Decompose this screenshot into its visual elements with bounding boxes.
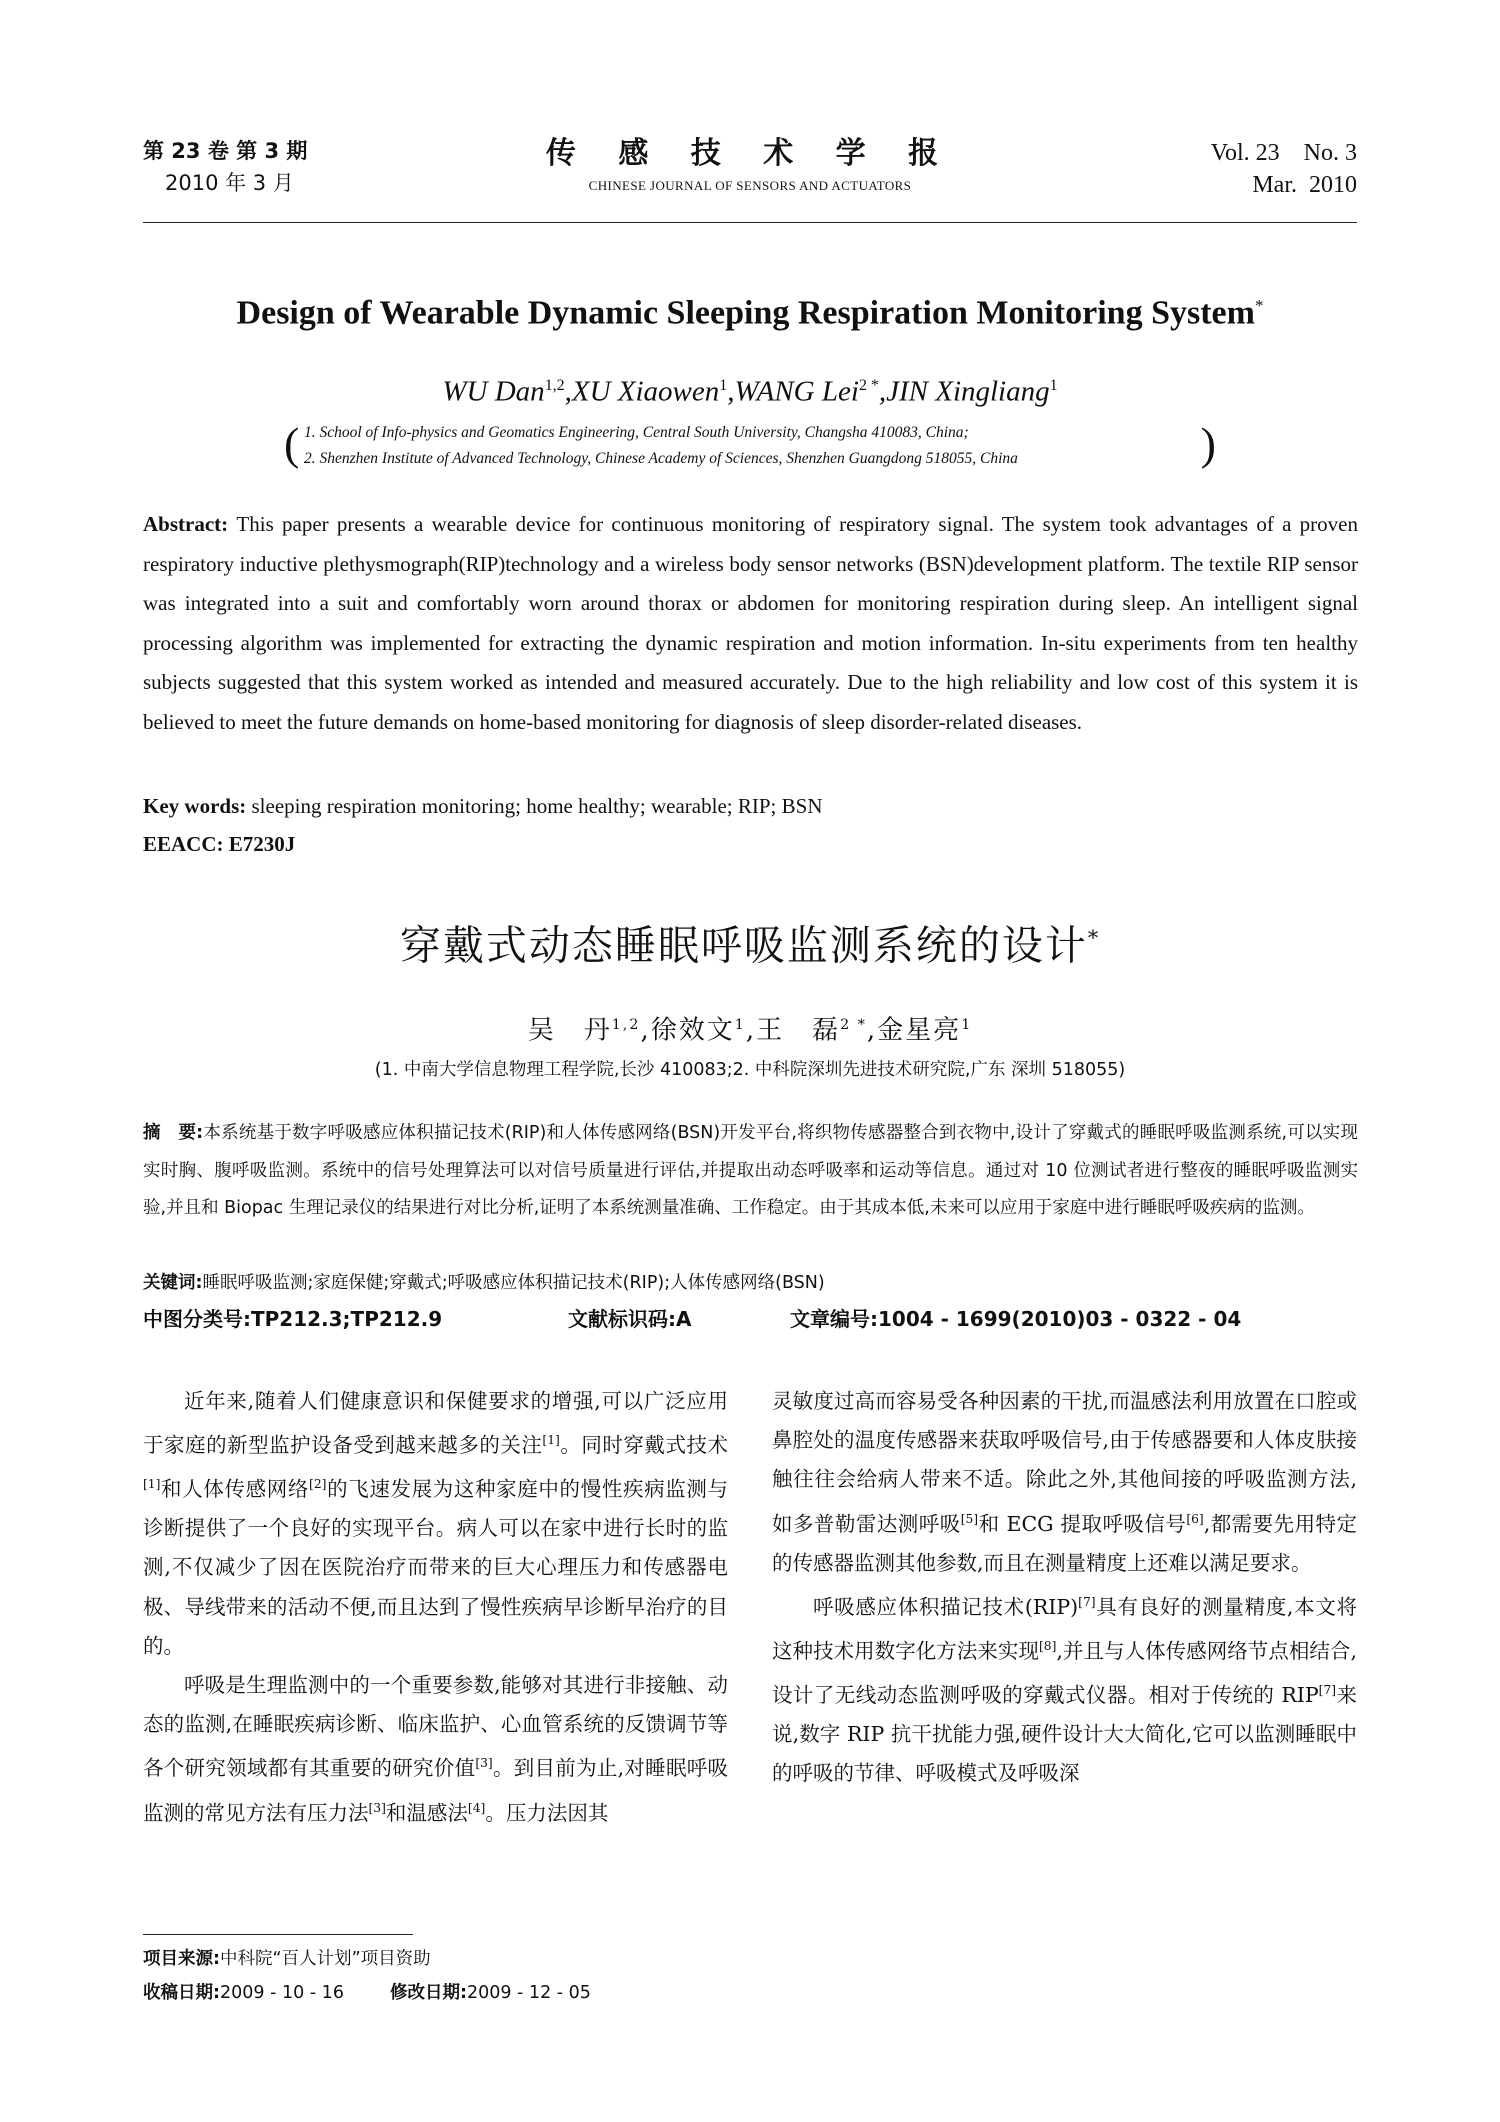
body-column-left xyxy=(143,1382,728,1833)
citation: [3] xyxy=(475,1756,493,1771)
english-title-mark: * xyxy=(1254,296,1264,315)
project-text: 中科院“百人计划”项目资助 xyxy=(220,1949,431,1969)
citation: [8] xyxy=(1038,1638,1057,1653)
abstract-text: This paper presents a wearable device for continuous monitoring of respiratory signal. The system took advantages of a proven respiratory inductive plethysmograph(RIP)technology and a wireless body sensor networks (BSN)development platform. The textile RIP sensor was integrated into a suit and comfortably worn around thorax or abdomen for monitoring respiration during sleep. An intelligent signal processing algorithm was implemented for extracting the dynamic respiration and motion information. In-situ experiments from ten healthy subjects suggested that this system worked as intended and measured accurately. Due to the high reliability and low cost of this system it is believed to meet the future demands on home-based monitoring for diagnosis of sleep disorder-related diseases. xyxy=(143,512,1358,734)
citation: [7] xyxy=(1078,1594,1096,1609)
author-name: WANG Lei xyxy=(734,375,859,408)
date-en: Mar. 2010 xyxy=(1252,172,1357,198)
body-column-right xyxy=(772,1382,1357,1793)
author-name-cn: 吴 丹 xyxy=(527,1015,612,1046)
body-paragraph: 呼吸是生理监测中的一个重要参数,能够对其进行非接触、动态的监测,在睡眠疾病诊断、临床监护、心血管系统的反馈调节等各个研究领域都有其重要的研究价值[3]。到目前为止,对睡眠呼吸监测的常见方法有压力法[3]和温感法[4]。压力法因其 xyxy=(143,1673,728,1825)
english-title-text: Design of Wearable Dynamic Sleeping Respiration Monitoring System xyxy=(236,294,1255,332)
keywords-text: sleeping respiration monitoring; home healthy; wearable; RIP; BSN xyxy=(251,794,823,818)
citation: [1] xyxy=(143,1477,161,1492)
body-paragraph: 呼吸感应体积描记技术(RIP)[7]具有良好的测量精度,本文将这种技术用数字化方法来实现[8],并且与人体传感网络节点相结合,设计了无线动态监测呼吸的穿戴式仪器。相对于传统的 RIP[7]来说,数字 RIP 抗干扰能力强,硬件设计大大简化,它可以监测睡眠中的呼吸的节律、呼吸模式及呼吸深 xyxy=(772,1594,1358,1786)
volume-issue-en: Vol. 23 No. 3 xyxy=(1210,140,1357,166)
footnote-dates xyxy=(143,1978,591,2008)
author-name-cn: 徐效文 xyxy=(650,1015,735,1046)
chinese-keywords-label: 关键词: xyxy=(143,1273,203,1293)
english-keywords: Key words: sleeping respiration monitoring; home healthy; wearable; RIP; BSN xyxy=(143,794,823,818)
date-cn: 2010 年 3 月 xyxy=(165,171,294,195)
volume-issue-cn: 第 23 卷 第 3 期 xyxy=(143,139,308,163)
chinese-abstract xyxy=(143,1115,1358,1228)
author-name-cn: 王 磊 xyxy=(756,1015,841,1046)
footnote-project xyxy=(143,1944,431,1974)
author-sup-cn: 1 xyxy=(734,1017,746,1033)
chinese-title-text: 穿戴式动态睡眠呼吸监测系统的设计 xyxy=(399,921,1088,970)
header-right xyxy=(1211,137,1357,201)
chinese-abstract-text: 本系统基于数字呼吸感应体积描记技术(RIP)和人体传感网络(BSN)开发平台,将织物传感器整合到衣物中,设计了穿戴式的睡眠呼吸监测系统,可以实现实时胸、腹呼吸监测。系统中的信号处理算法可以对信号质量进行评估,并提取出动态呼吸率和运动等信息。通过对 10 位测试者进行整夜的睡眠呼吸监测实验,并且和 Biopac 生理记录仪的结果进行对比分析,证明了本系统测量准确、工作稳定。由于其成本低,未来可以应用于家庭中进行睡眠呼吸疾病的监测。 xyxy=(143,1123,1359,1218)
received-date: 2009 - 10 - 16 xyxy=(220,1983,344,2003)
journal-header xyxy=(143,135,1357,210)
affiliation-2: 2. Shenzhen Institute of Advanced Technology, Chinese Academy of Sciences, Shenzhen Guangdong 518055, China xyxy=(304,450,1018,467)
abstract-label: Abstract xyxy=(143,512,222,536)
eeacc-label: EEACC xyxy=(143,832,217,856)
english-abstract: Abstract: This paper presents a wearable device for continuous monitoring of respiratory signal. The system took advantages of a proven respiratory inductive plethysmograph(RIP)technology and a wireless body sensor networks (BSN)development platform. The textile RIP sensor was integrated into a suit and comfortably worn around thorax or abdomen for monitoring respiration during sleep. An intelligent signal processing algorithm was implemented for extracting the dynamic respiration and motion information. In-situ experiments from ten healthy subjects suggested that this system worked as intended and measured accurately. Due to the high reliability and low cost of this system it is believed to meet the future demands on home-based monitoring for diagnosis of sleep disorder-related diseases. xyxy=(143,512,1358,734)
journal-name-en: CHINESE JOURNAL OF SENSORS AND ACTUATORS xyxy=(588,178,912,193)
author-name-cn: 金星亮 xyxy=(877,1015,962,1046)
body-paragraph: 灵敏度过高而容易受各种因素的干扰,而温感法利用放置在口腔或鼻腔处的温度传感器来获取呼吸信号,由于传感器要和人体皮肤接触往往会给病人带来不适。除此之外,其他间接的呼吸监测方法,如多普勒雷达测呼吸[5]和 ECG 提取呼吸信号[6],都需要先用特定的传感器监测其他参数,而且在测量精度上还难以满足要求。 xyxy=(772,1389,1357,1575)
english-title xyxy=(0,285,1500,334)
received-label: 收稿日期: xyxy=(143,1983,220,2003)
citation: [7] xyxy=(1318,1682,1337,1697)
header-center xyxy=(143,135,1357,195)
author-sup: 1 xyxy=(719,377,728,394)
eeacc-code: E7230J xyxy=(228,832,296,856)
english-authors: WU Dan$^{1,2}$,XU Xiaowen$^1$,WANG Lei$^{2 *}$,JIN Xingliang$^1$ xyxy=(442,375,1058,408)
citation: [4] xyxy=(467,1800,486,1815)
chinese-title xyxy=(0,913,1500,971)
article-number: 文章编号:1004 - 1699(2010)03 - 0322 - 04 xyxy=(790,1307,1242,1331)
chinese-abstract-label: 摘 要: xyxy=(143,1123,204,1143)
author-name: XU Xiaowen xyxy=(571,375,720,408)
chinese-title-mark: * xyxy=(1087,926,1101,950)
author-name: WU Dan xyxy=(442,375,545,408)
author-sup: 1,2 xyxy=(544,377,565,394)
class-number: 中图分类号:TP212.3;TP212.9 xyxy=(143,1307,443,1331)
body-paragraph: 近年来,随着人们健康意识和保健要求的增强,可以广泛应用于家庭的新型监护设备受到越来越多的关注[1]。同时穿戴式技术[1]和人体传感网络[2]的飞速发展为这种家庭中的慢性疾病监测与诊断提供了一个良好的实现平台。病人可以在家中进行长时的监测,不仅减少了因在医院治疗而带来的巨大心理压力和传感器电极、导线带来的活动不便,而且达到了慢性疾病早诊断早治疗的目的。 xyxy=(143,1389,729,1658)
author-sup-cn: 1 xyxy=(961,1017,973,1033)
header-rule xyxy=(143,222,1357,223)
keywords-label: Key words xyxy=(143,794,240,818)
author-name: JIN Xingliang xyxy=(886,375,1050,408)
affiliation-1: 1. School of Info-physics and Geomatics Engineering, Central South University, Changsha 410083, China; xyxy=(304,424,969,441)
journal-name-cn: 传 感 技 术 学 报 xyxy=(545,136,955,171)
citation: [1] xyxy=(542,1433,560,1448)
english-affiliations: ( 1. School of Info-physics and Geomatics Engineering, Central South University, Changsha 410083, China; 2. Shenzhen Institute of Advanced Technology, Chinese Academy of Sciences, Shenzhen Guangdong 518055, China ) xyxy=(288,418,1212,474)
footnote-rule xyxy=(143,1934,413,1935)
author-sup: 2 * xyxy=(858,377,879,394)
author-sup-cn: 2 * xyxy=(840,1017,867,1033)
revised-date: 2009 - 12 - 05 xyxy=(466,1983,591,2003)
chinese-authors: 吴 丹$^{1,2}$,徐效文$^1$,王 磊$^{2 *}$,金星亮$^1$ xyxy=(527,1015,973,1046)
revised-label: 修改日期: xyxy=(389,1983,467,2003)
chinese-affiliation: (1. 中南大学信息物理工程学院,长沙 410083;2. 中科院深圳先进技术研究院,广东 深圳 518055) xyxy=(374,1060,1126,1080)
eeacc-line: EEACC: E7230J xyxy=(143,832,296,856)
project-label: 项目来源: xyxy=(143,1949,220,1969)
author-sup: 1 xyxy=(1049,377,1058,394)
chinese-keywords-text: 睡眠呼吸监测;家庭保健;穿戴式;呼吸感应体积描记技术(RIP);人体传感网络(BSN) xyxy=(202,1273,825,1293)
chinese-keywords xyxy=(143,1267,825,1299)
citation: [3] xyxy=(368,1800,386,1815)
citation: [5] xyxy=(960,1511,979,1526)
citation: [6] xyxy=(1186,1511,1204,1526)
document-code: 文献标识码:A xyxy=(568,1307,692,1331)
author-sup-cn: 1,2 xyxy=(611,1017,641,1033)
citation: [2] xyxy=(309,1477,327,1492)
